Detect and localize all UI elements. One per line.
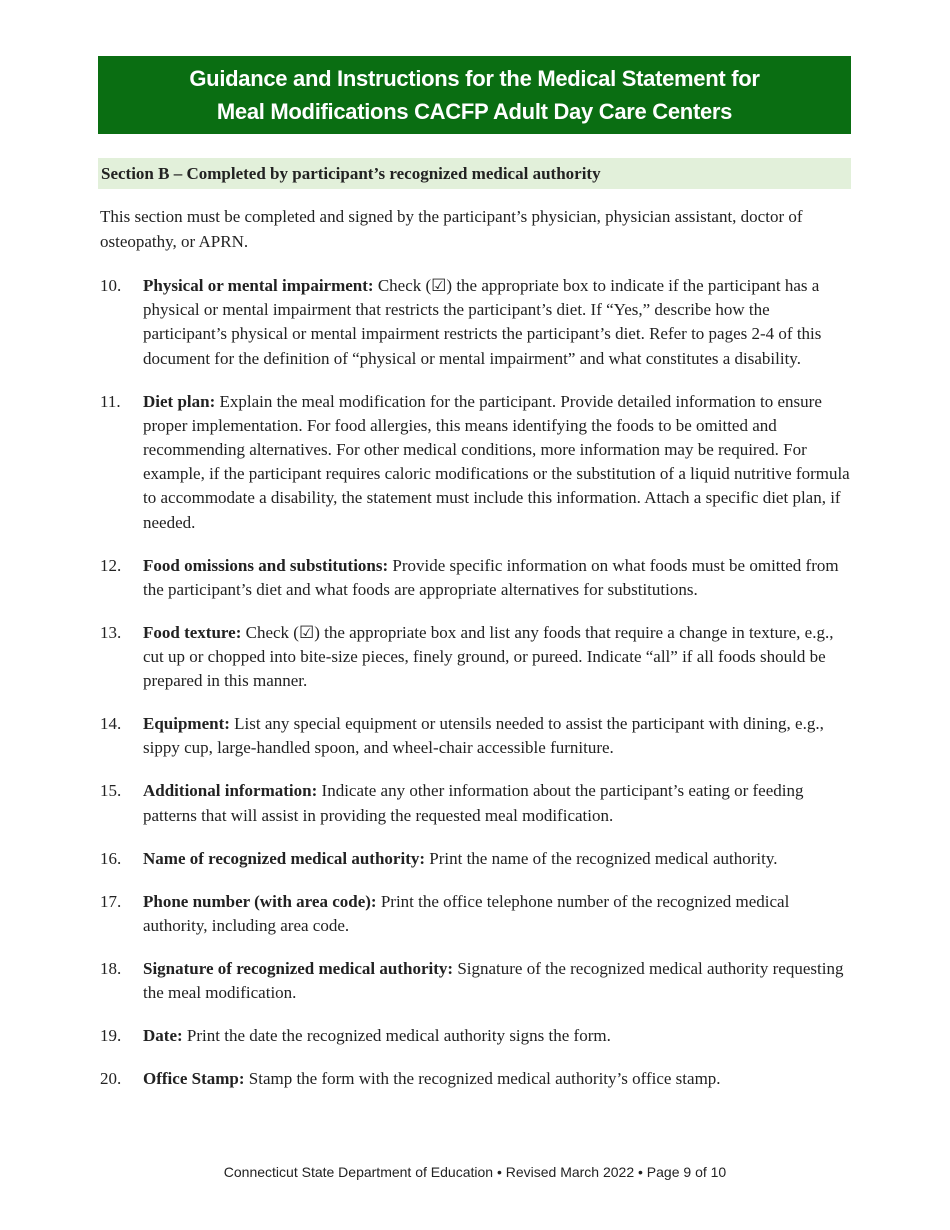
item-body — [143, 957, 852, 1005]
item-term: Date: — [143, 1026, 183, 1046]
item-body — [143, 890, 852, 938]
list-item — [100, 957, 852, 1005]
item-body — [143, 847, 852, 871]
list-item — [100, 554, 852, 602]
item-number: 15. — [100, 781, 122, 801]
section-intro: This section must be completed and signed by the participant’s physician, physician assistant, doctor of osteopathy, or APRN. — [100, 207, 803, 251]
item-text: Check (☑) the appropriate box to indicate if the participant has a physical or mental impairment that restricts the participant’s diet. If “Yes,” describe how the participant’s physical or mental impairment restricts the participant’s diet. Refer to pages 2-4 of this document for the definition of “physical or mental impairment” and what constitutes a disability. — [143, 276, 822, 368]
item-term: Food texture: — [143, 622, 242, 642]
title-line-2: Meal Modifications CACFP Adult Day Care Centers — [216, 99, 733, 124]
list-item — [100, 1067, 852, 1091]
list-item — [100, 274, 852, 371]
document-title-banner — [98, 56, 851, 134]
item-text: Signature of the recognized medical authority requesting the meal modification. — [143, 958, 844, 1003]
item-term: Physical or mental impairment: — [143, 276, 374, 295]
item-number: 10. — [100, 276, 122, 295]
list-item — [100, 890, 852, 938]
item-term: Phone number (with area code): — [143, 891, 377, 911]
item-term: Equipment: — [143, 714, 230, 734]
item-text: Print the office telephone number of the recognized medical authority, including area code. — [143, 891, 790, 935]
item-text: Indicate any other information about the participant’s eating or feeding patterns that will assist in providing the requested meal modification. — [143, 781, 804, 825]
item-number: 13. — [100, 622, 122, 642]
list-item — [100, 1024, 852, 1048]
instruction-list — [100, 274, 852, 1110]
list-item — [100, 621, 852, 694]
item-term: Office Stamp: — [143, 1069, 245, 1089]
item-text: Provide specific information on what foods must be omitted from the participant’s diet and what foods are appropriate alternatives for substitutions. — [143, 555, 839, 599]
item-term: Signature of recognized medical authority: — [143, 958, 454, 978]
item-body — [143, 1067, 852, 1091]
item-body — [143, 712, 852, 760]
list-item — [100, 712, 852, 760]
item-number: 20. — [100, 1069, 122, 1089]
item-number: 16. — [100, 848, 122, 868]
item-text: Print the name of the recognized medical authority. — [425, 848, 778, 868]
item-number: 14. — [100, 714, 122, 734]
item-text: Stamp the form with the recognized medical authority’s office stamp. — [244, 1069, 721, 1089]
page-footer: Connecticut State Department of Education • Revised March 2022 • Page 9 of 10 — [223, 1164, 727, 1180]
item-number: 12. — [100, 555, 122, 575]
item-term: Name of recognized medical authority: — [143, 848, 426, 868]
item-body — [143, 621, 852, 694]
title-line-1: Guidance and Instructions for the Medical Statement for — [189, 66, 760, 91]
item-text: List any special equipment or utensils needed to assist the participant with dining, e.g., sippy cup, large-handled spoon, and wheel-chair accessible furniture. — [143, 714, 824, 758]
item-text: Print the date the recognized medical authority signs the form. — [182, 1026, 611, 1046]
item-number: 18. — [100, 958, 122, 978]
item-text: Explain the meal modification for the participant. Provide detailed information to ensure proper implementation. For food allergies, this means identifying the foods to be omitted and recommending alternatives. For other medical conditions, more information may be required. For example, if the participant requires caloric modifications or the substitution of a liquid nutritive formula to accommodate a disability, the statement must include this information. Attach a specific diet plan, if needed. — [143, 391, 850, 532]
list-item — [100, 847, 852, 871]
item-term: Additional information: — [143, 781, 318, 801]
section-heading: Section B – Completed by participant’s recognized medical authority — [98, 158, 851, 189]
item-text: Check (☑) the appropriate box and list any foods that require a change in texture, e.g., cut up or chopped into bite-size pieces, finely ground, or pureed. Indicate “all” if all foods should be prepared in this manner. — [143, 622, 834, 691]
item-number: 17. — [100, 891, 122, 911]
item-body — [143, 274, 852, 371]
item-body — [143, 554, 852, 602]
list-item — [100, 779, 852, 827]
item-term: Diet plan: — [143, 391, 216, 411]
list-item — [100, 390, 852, 535]
item-term: Food omissions and substitutions: — [143, 555, 389, 575]
item-body — [143, 390, 852, 535]
item-body — [143, 779, 852, 827]
item-number: 11. — [100, 391, 121, 411]
item-body — [143, 1024, 852, 1048]
item-number: 19. — [100, 1026, 122, 1046]
